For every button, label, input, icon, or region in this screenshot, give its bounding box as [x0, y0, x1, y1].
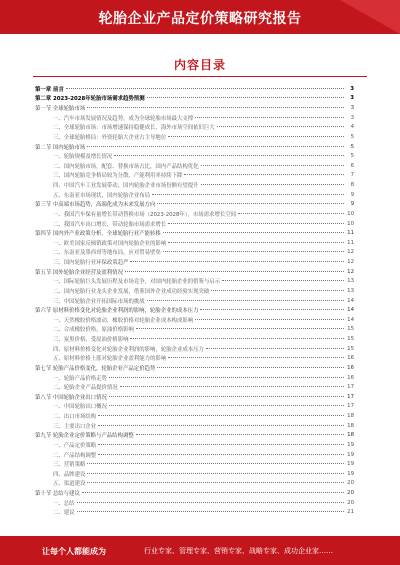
toc-page-number: 5	[350, 133, 354, 140]
toc-section[interactable]	[35, 488, 354, 498]
toc-entry-label: 一、轮胎规模及增长情况	[53, 154, 113, 161]
toc-entry-label: 一、总结	[53, 500, 75, 507]
table-of-contents	[35, 84, 354, 517]
toc-entry-label: 四、原材料价格变化对轮胎企业利润的影响，轮胎企业成本压力	[53, 346, 204, 353]
toc-leader-dots	[136, 434, 344, 435]
toc-page-number: 13	[347, 278, 354, 285]
toc-page-number: 20	[347, 480, 354, 487]
toc-entry-label: 三、中国轮胎企业开拓国际市场的挑战	[53, 298, 145, 305]
toc-page-number: 8	[350, 182, 354, 189]
toc-subsection[interactable]	[35, 190, 354, 200]
toc-page-number: 14	[347, 316, 354, 323]
toc-divider	[33, 76, 367, 77]
toc-page-number: 17	[347, 384, 354, 391]
toc-entry-label: 第七节 轮胎产品价格变化，轮胎企业产品定价趋势	[35, 365, 156, 372]
toc-entry-label: 第九节 轮胎企业定价策略与产品结构调整	[35, 433, 134, 440]
toc-page-number: 10	[347, 220, 354, 227]
toc-leader-dots	[98, 415, 344, 416]
toc-leader-dots	[217, 126, 344, 127]
toc-subsection[interactable]	[35, 286, 354, 296]
toc-page-number: 14	[347, 297, 354, 304]
toc-subsection[interactable]	[35, 479, 354, 489]
toc-entry-label: 第一节 全球轮胎市场	[35, 106, 86, 113]
toc-subsection[interactable]	[35, 421, 354, 431]
toc-entry-label: 二、国内轮胎行业龙头企业发展，借鉴国外企业成功经验实现突破	[53, 288, 210, 295]
toc-page-number: 17	[347, 393, 354, 400]
toc-leader-dots	[87, 482, 344, 483]
toc-entry-label: 四、品牌建设	[53, 471, 86, 478]
header-banner	[0, 0, 400, 34]
toc-leader-dots	[163, 232, 344, 233]
toc-subsection[interactable]	[35, 171, 354, 181]
toc-subsection[interactable]	[35, 315, 354, 325]
toc-subsection[interactable]	[35, 113, 354, 123]
toc-entry-label: 三、国内轮胎竞争格局较为分散，产能利用率持续下降	[53, 173, 183, 180]
report-title: 轮胎企业产品定价策略研究报告	[98, 11, 302, 27]
toc-entry-label: 二、出口市场结构	[53, 414, 97, 421]
toc-subsection[interactable]	[35, 151, 354, 161]
toc-page-number: 16	[347, 364, 354, 371]
toc-entry-label: 五、原材料价格上涨对轮胎企业盈利能力的影响	[53, 356, 167, 363]
toc-leader-dots	[109, 405, 344, 406]
toc-subsection[interactable]	[35, 508, 354, 518]
toc-leader-dots	[77, 511, 344, 512]
toc-page-number: 17	[347, 403, 354, 410]
toc-subsection[interactable]	[35, 277, 354, 287]
toc-leader-dots	[184, 174, 344, 175]
toc-entry-label: 第一章 前言	[35, 86, 64, 93]
toc-subsection[interactable]	[35, 161, 354, 171]
toc-entry-label: 五、东南亚市场现状，国内轮胎企业布局	[53, 192, 151, 199]
toc-page-number: 3	[350, 85, 354, 92]
toc-leader-dots	[147, 300, 344, 301]
toc-page-number: 19	[347, 451, 354, 458]
toc-leader-dots	[98, 444, 344, 445]
toc-section[interactable]	[35, 431, 354, 441]
toc-subsection[interactable]	[35, 325, 354, 335]
toc-leader-dots	[211, 290, 344, 291]
toc-section[interactable]	[35, 363, 354, 373]
toc-leader-dots	[98, 425, 344, 426]
toc-page-number: 3	[350, 105, 354, 112]
toc-subsection[interactable]	[35, 411, 354, 421]
toc-leader-dots	[201, 165, 344, 166]
toc-page-number: 9	[350, 191, 354, 198]
toc-page-number: 15	[347, 336, 354, 343]
toc-page-number: 9	[350, 201, 354, 208]
toc-section[interactable]	[35, 267, 354, 277]
toc-entry-label: 二、合成橡胶价格，原油价格影响	[53, 327, 134, 334]
toc-page-number: 3	[350, 114, 354, 121]
toc-entry-label: 一、我国汽车保有量增长带动替换市场（2023-2028年），市场需求增长空间	[53, 211, 237, 218]
toc-section[interactable]	[35, 305, 354, 315]
toc-subsection[interactable]	[35, 440, 354, 450]
toc-entry-label: 二、产品结构调整	[53, 452, 97, 459]
toc-entry-label: 三、营销策略	[53, 462, 86, 469]
toc-entry-label: 第四节 国内外产业政策分析，全球轮胎行业产能转移	[35, 231, 161, 238]
footer-tagline: 行业专家、管理专家、营销专家、战略专家、成功企业家……	[144, 547, 333, 555]
toc-page-number: 18	[347, 432, 354, 439]
toc-page-number: 19	[347, 461, 354, 468]
toc-leader-dots	[114, 155, 344, 156]
toc-leader-dots	[120, 386, 344, 387]
toc-leader-dots	[66, 88, 344, 89]
toc-leader-dots	[238, 213, 344, 214]
toc-subsection[interactable]	[35, 459, 354, 469]
toc-subsection[interactable]	[35, 344, 354, 354]
toc-entry-label: 第五节 国外轮胎企业经营及盈利情况	[35, 269, 123, 276]
toc-page-number: 18	[347, 413, 354, 420]
toc-entry-label: 第三节 中高端市场趋势，高端化成为未来发展方向	[35, 202, 156, 209]
toc-page-number: 12	[347, 249, 354, 256]
toc-page-number: 5	[350, 153, 354, 160]
toc-page-number: 10	[347, 210, 354, 217]
toc-subsection[interactable]	[35, 402, 354, 412]
toc-entry-label: 二、轮胎企业产品提价情况	[53, 385, 118, 392]
toc-entry-label: 五、渠道建设	[53, 481, 86, 488]
toc-entry-label: 三、炭黑价格，受原油价格影响	[53, 337, 129, 344]
toc-entry-label: 四、中国汽车工业发展带动，国内轮胎企业市场份额有望提升	[53, 183, 199, 190]
toc-entry-label: 二、建议	[53, 510, 75, 517]
toc-leader-dots	[168, 357, 344, 358]
toc-chapter[interactable]	[35, 94, 354, 104]
toc-entry-label: 第二节 国内轮胎市场	[35, 144, 86, 151]
toc-leader-dots	[82, 492, 344, 493]
toc-page-number: 16	[347, 355, 354, 362]
toc-subsection[interactable]	[35, 373, 354, 383]
toc-entry-label: 二、全球轮胎市场：市场增速保持稳健成长，海外市场空间依旧巨大	[53, 125, 215, 132]
toc-subsection[interactable]	[35, 248, 354, 258]
toc-entry-label: 一、天然橡胶价格波动，橡胶价格对轮胎企业成本构成影响	[53, 317, 194, 324]
toc-entry-label: 三、国内轮胎行业环保政策趋严	[53, 260, 129, 267]
toc-entry-label: 二、东南亚及墨西哥等地布局，应对贸易壁垒	[53, 250, 161, 257]
toc-leader-dots	[168, 223, 344, 224]
toc-page-number: 16	[347, 374, 354, 381]
toc-leader-dots	[206, 348, 344, 349]
toc-subsection[interactable]	[35, 450, 354, 460]
toc-page-number: 4	[350, 124, 354, 131]
toc-page-number: 12	[347, 268, 354, 275]
toc-page-number: 12	[347, 259, 354, 266]
toc-subsection[interactable]	[35, 219, 354, 229]
toc-entry-label: 一、汽车市场发展情况及趋势，成为全球轮胎市场最大支撑	[53, 115, 194, 122]
toc-leader-dots	[109, 377, 344, 378]
toc-leader-dots	[201, 184, 344, 185]
footer-slogan: 让每个人都能成为	[42, 547, 106, 556]
toc-subsection[interactable]	[35, 296, 354, 306]
toc-entry-label: 第六节 原材料价格变化对轮胎企业利润的影响，轮胎企业的成本压力	[35, 308, 199, 315]
toc-subsection[interactable]	[35, 382, 354, 392]
toc-page-number: 11	[347, 230, 354, 237]
toc-subsection[interactable]	[35, 334, 354, 344]
toc-section[interactable]	[35, 392, 354, 402]
toc-leader-dots	[125, 271, 344, 272]
toc-page-number: 7	[350, 172, 354, 179]
toc-leader-dots	[98, 454, 344, 455]
toc-subsection[interactable]	[35, 238, 354, 248]
toc-leader-dots	[109, 396, 344, 397]
toc-page-number: 18	[347, 422, 354, 429]
toc-leader-dots	[77, 502, 344, 503]
toc-page-number: 5	[350, 143, 354, 150]
toc-leader-dots	[157, 367, 344, 368]
toc-subsection[interactable]	[35, 354, 354, 364]
toc-page-number: 14	[347, 307, 354, 314]
toc-page-number: 13	[347, 287, 354, 294]
toc-leader-dots	[195, 319, 344, 320]
footer-banner	[0, 536, 400, 565]
toc-leader-dots	[152, 194, 344, 195]
toc-page-number: 19	[347, 441, 354, 448]
toc-entry-label: 一、轮胎产品价格走势	[53, 375, 107, 382]
toc-subsection[interactable]	[35, 180, 354, 190]
toc-chapter[interactable]	[35, 84, 354, 94]
toc-page-number: 6	[350, 162, 354, 169]
toc-entry-label: 三、全球轮胎格局：外资轮胎大企业占主导地位	[53, 134, 167, 141]
toc-subsection[interactable]	[35, 498, 354, 508]
toc-leader-dots	[222, 280, 344, 281]
toc-leader-dots	[163, 251, 344, 252]
toc-leader-dots	[87, 146, 344, 147]
toc-entry-label: 三、主要出口企业	[53, 423, 97, 430]
toc-leader-dots	[87, 473, 344, 474]
toc-leader-dots	[87, 463, 344, 464]
toc-entry-label: 一、欧美国家反倾销政策对国内轮胎企业的影响	[53, 240, 167, 247]
toc-section[interactable]	[35, 103, 354, 113]
toc-subsection[interactable]	[35, 132, 354, 142]
toc-subsection[interactable]	[35, 123, 354, 133]
toc-page-number: 15	[347, 326, 354, 333]
toc-subsection[interactable]	[35, 469, 354, 479]
toc-page-number: 15	[347, 345, 354, 352]
toc-leader-dots	[136, 328, 344, 329]
toc-leader-dots	[195, 117, 344, 118]
toc-page-number: 20	[347, 490, 354, 497]
toc-section[interactable]	[35, 228, 354, 238]
toc-subsection[interactable]	[35, 257, 354, 267]
toc-page-number: 20	[347, 499, 354, 506]
toc-section[interactable]	[35, 200, 354, 210]
toc-entry-label: 一、中国轮胎出口概况	[53, 404, 107, 411]
toc-entry-label: 二、我国汽车出口增长，带动轮胎市场需求增长	[53, 221, 167, 228]
toc-subsection[interactable]	[35, 209, 354, 219]
toc-entry-label: 一、国际轮胎巨头发展历程及市场竞争，对国内轮胎企业的借鉴与启示	[53, 279, 221, 286]
toc-entry-label: 第十节 总结与建议	[35, 491, 80, 498]
toc-leader-dots	[87, 107, 344, 108]
toc-leader-dots	[157, 203, 344, 204]
toc-leader-dots	[147, 97, 344, 98]
toc-entry-label: 第八节 中国轮胎企业出口情况	[35, 394, 107, 401]
toc-leader-dots	[168, 242, 344, 243]
toc-entry-label: 一、产品定价策略	[53, 442, 97, 449]
toc-page-number: 11	[347, 239, 354, 246]
toc-page-number: 3	[350, 95, 354, 102]
toc-leader-dots	[168, 136, 344, 137]
toc-entry-label: 二、国内轮胎市场，配套、替换市场占比，国内产品结构优化	[53, 163, 199, 170]
toc-leader-dots	[130, 261, 344, 262]
toc-leader-dots	[200, 309, 344, 310]
toc-page-number: 21	[347, 509, 354, 516]
toc-entry-label: 第二章 2023-2028年轮胎市场需求趋势预测	[35, 96, 145, 103]
toc-heading: 内容目录	[173, 58, 226, 72]
toc-page-number: 19	[347, 470, 354, 477]
toc-section[interactable]	[35, 142, 354, 152]
toc-leader-dots	[130, 338, 344, 339]
